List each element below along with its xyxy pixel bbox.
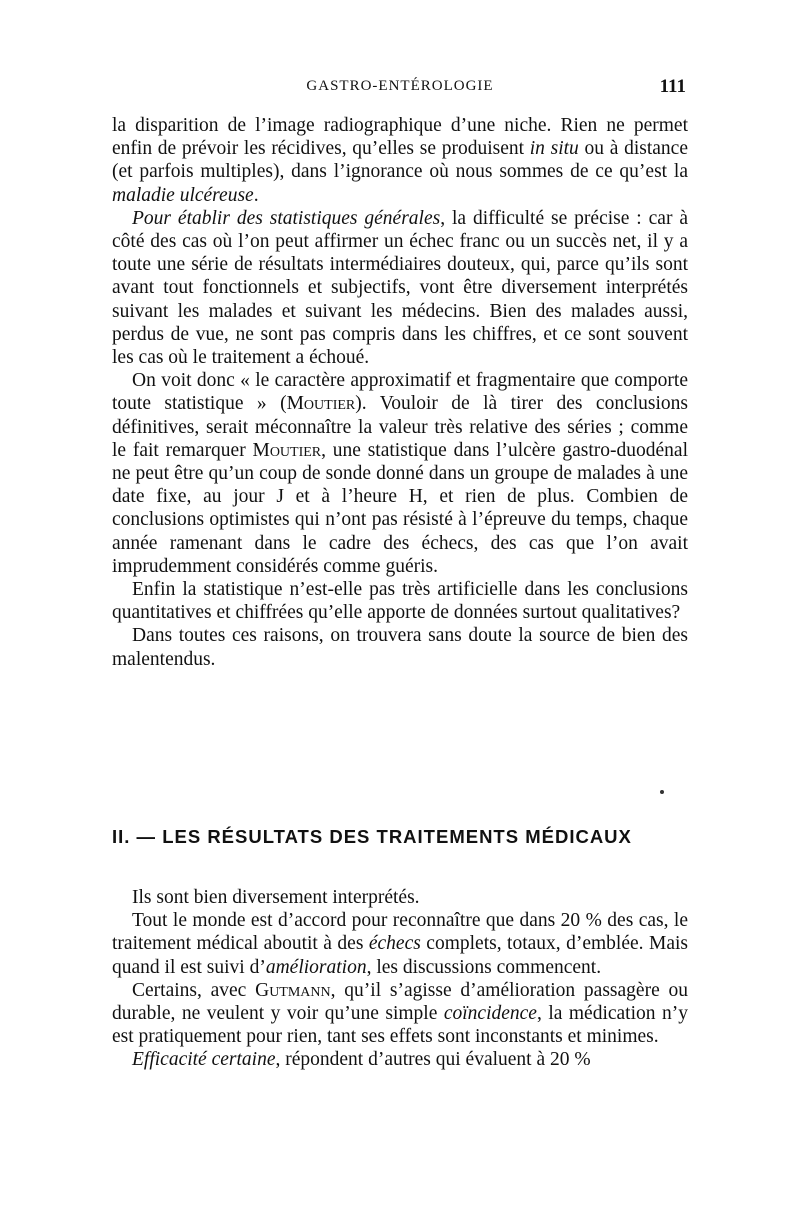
paragraph-6: Ils sont bien diversement interprétés. bbox=[132, 887, 420, 908]
p9-italic-efficacite: Efficacité certaine bbox=[132, 1049, 276, 1071]
paragraph-2 bbox=[112, 207, 688, 369]
p3-text-e: , une statistique dans l’ulcère gastro-duodénal ne peut être qu’un coup de sonde donné dans un groupe de malades à une date fixe, au jour J et à l’heure H, et rien de plus. Combien de conclusions optimistes qui n’ont pas résisté à l’épreuve du temps, chaque année ramenant dans le cadre des échecs, des cas que l’on avait imprudemment considérés comme guéris. bbox=[112, 439, 689, 577]
p1-italic-maladie: maladie ulcéreuse bbox=[112, 184, 254, 206]
p1-italic-in-situ: in situ bbox=[529, 138, 579, 160]
page-number: 111 bbox=[659, 76, 686, 97]
p8-italic-coincidence: coïncidence bbox=[443, 1003, 537, 1025]
p1-text-e: . bbox=[253, 184, 259, 206]
paragraph-4: Enfin la statistique n’est-elle pas très artificielle dans les conclusions quantitatives et chiffrées qu’elle apporte de données surtout qualitatives? bbox=[112, 579, 688, 624]
paragraph-8 bbox=[112, 979, 688, 1049]
p7-text-a: Tout le monde est d’accord pour reconnaître que dans 20 % des cas, le traitement médical aboutit à des bbox=[112, 910, 688, 955]
running-title: GASTRO-ENTÉROLOGIE bbox=[306, 78, 494, 94]
p3-author-moutier-1: Moutier bbox=[286, 393, 356, 415]
p8-text-c: , qu’il s’agisse d’amélioration passagère ou durable, ne veulent y voir qu’une simple bbox=[112, 979, 688, 1025]
p7-text-e: , les discussions commencent. bbox=[366, 956, 602, 978]
p3-text-a: On voit donc « le caractère approximatif et fragmentaire que comporte toute statistique » ( bbox=[112, 370, 688, 415]
paragraph-7 bbox=[112, 909, 688, 979]
p8-text-a: Certains, avec bbox=[132, 979, 256, 1001]
paragraph-5: Dans toutes ces raisons, on trouvera sans doute la source de bien des malentendus. bbox=[112, 625, 688, 670]
p7-italic-amelioration: amélioration bbox=[265, 956, 367, 978]
section-heading: II. — LES RÉSULTATS DES TRAITEMENTS MÉDICAUX bbox=[112, 826, 632, 847]
paragraph-1 bbox=[112, 114, 688, 207]
p1-text-c: ou à distance (et parfois multiples), dans l’ignorance où nous sommes de ce qu’est la bbox=[112, 138, 688, 183]
paragraph-3 bbox=[112, 369, 688, 578]
p1-text-a: la disparition de l’image radiographique d’une niche. Rien ne permet enfin de prévoir les récidives, qu’elles se produisent bbox=[112, 115, 688, 160]
page-header bbox=[112, 76, 688, 104]
p2-italic-lead: Pour établir des statistiques générales bbox=[132, 207, 441, 229]
p8-author-gutmann: Gutmann bbox=[255, 979, 331, 1001]
stray-mark bbox=[660, 790, 664, 794]
p3-text-c: ). Vouloir de là tirer des conclusions définitives, serait méconnaître la valeur très relative des séries ; comme le fait remarquer bbox=[112, 393, 689, 461]
body-text-top bbox=[112, 114, 688, 671]
p9-text-b: , répondent d’autres qui évaluent à 20 % bbox=[275, 1049, 591, 1071]
p7-italic-echecs: échecs bbox=[368, 933, 421, 955]
body-text-bottom bbox=[112, 886, 688, 1072]
paragraph-9 bbox=[112, 1048, 688, 1071]
p3-author-moutier-2: Moutier bbox=[252, 439, 322, 461]
p2-text-b: , la difficulté se précise : car à côté des cas où l’on peut affirmer un échec franc ou un succès net, il y a toute une série de résultats intermédiaires douteux, qui, parce qu’ils sont avant tout fonctionnels et subjectifs, vont être diversement interprétés suivant les malades et suivant les médecins. Bien des malades aussi, perdus de vue, ne sont pas compris dans les chiffres, et ce sont souvent les cas où le traitement a échoué. bbox=[112, 207, 689, 369]
p8-text-e: , la médication n’y est pratiquement pour rien, tant ses effets sont inconstants et minimes. bbox=[112, 1003, 688, 1048]
p7-text-c: complets, totaux, d’emblée. Mais quand il est suivi d’ bbox=[112, 933, 688, 978]
